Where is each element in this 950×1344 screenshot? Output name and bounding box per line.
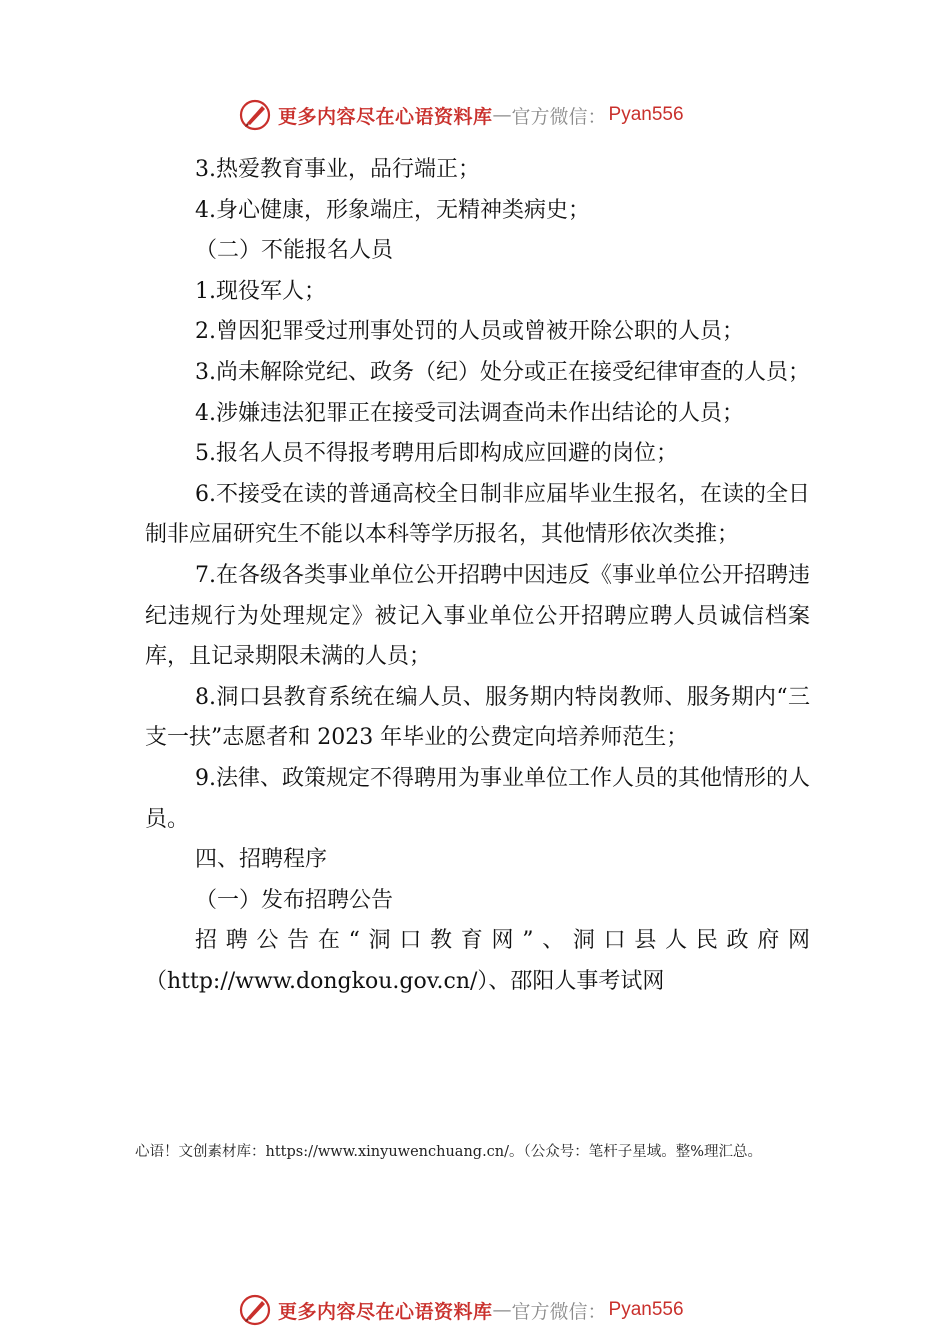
quill-logo-icon <box>238 98 272 132</box>
watermark-footer <box>238 1292 684 1328</box>
paragraph-ineligible-7: 7.在各级各类事业单位公开招聘中因违反《事业单位公开招聘违纪违规行为处理规定》被记入事业单位公开招聘应聘人员诚信档案库，且记录期限未满的人员； <box>145 562 810 670</box>
paragraph-ineligible-8: 8.洞口县教育系统在编人员、服务期内特岗教师、服务期内“三支一扶”志愿者和 2023 年毕业的公费定向培养师范生； <box>145 684 810 751</box>
watermark-separator: — <box>492 104 512 126</box>
watermark-wechat-id: Pyan556 <box>608 1299 684 1320</box>
paragraph-requirement-4: 4.身心健康，形象端庄，无精神类病史； <box>195 197 590 223</box>
watermark-wechat-id: Pyan556 <box>608 104 684 125</box>
paragraph-ineligible-9: 9.法律、政策规定不得聘用为事业单位工作人员的其他情形的人员。 <box>145 765 810 832</box>
watermark-wechat-label: 官方微信： <box>511 105 607 128</box>
section-heading-ineligible: （二）不能报名人员 <box>195 238 394 264</box>
document-body <box>145 150 810 1002</box>
subsection-heading-announcement: （一）发布招聘公告 <box>195 887 394 913</box>
watermark-main-text: 更多内容尽在心语资料库 <box>278 1300 493 1323</box>
watermark-header <box>238 97 684 133</box>
paragraph-ineligible-3: 3.尚未解除党纪、政务（纪）处分或正在接受纪律审查的人员； <box>195 359 810 385</box>
quill-logo-icon <box>238 1293 272 1327</box>
footer-source-note: 心语！文创素材库：https://www.xinyuwenchuang.cn/。（公众号：笔杆子星域。整%理汇总。 <box>135 1144 763 1160</box>
paragraph-ineligible-2: 2.曾因犯罪受过刑事处罚的人员或曾被开除公职的人员； <box>195 319 744 345</box>
paragraph-announcement-sites: 招聘公告在“洞口教育网”、洞口县人民政府网（http://www.dongkou.gov.cn/）、邵阳人事考试网 <box>145 928 810 994</box>
section-heading-procedure: 四、招聘程序 <box>195 847 328 873</box>
watermark-wechat-label: 官方微信： <box>511 1300 607 1323</box>
watermark-main-text: 更多内容尽在心语资料库 <box>278 105 493 128</box>
paragraph-ineligible-6: 6.不接受在读的普通高校全日制非应届毕业生报名，在读的全日制非应届研究生不能以本科等学历报名，其他情形依次类推； <box>145 481 810 548</box>
watermark-separator: — <box>492 1299 512 1321</box>
paragraph-requirement-3: 3.热爱教育事业，品行端正； <box>195 157 480 182</box>
paragraph-ineligible-1: 1.现役军人； <box>195 278 326 304</box>
paragraph-ineligible-5: 5.报名人员不得报考聘用后即构成应回避的岗位； <box>195 441 678 467</box>
paragraph-ineligible-4: 4.涉嫌违法犯罪正在接受司法调查尚未作出结论的人员； <box>195 400 744 426</box>
